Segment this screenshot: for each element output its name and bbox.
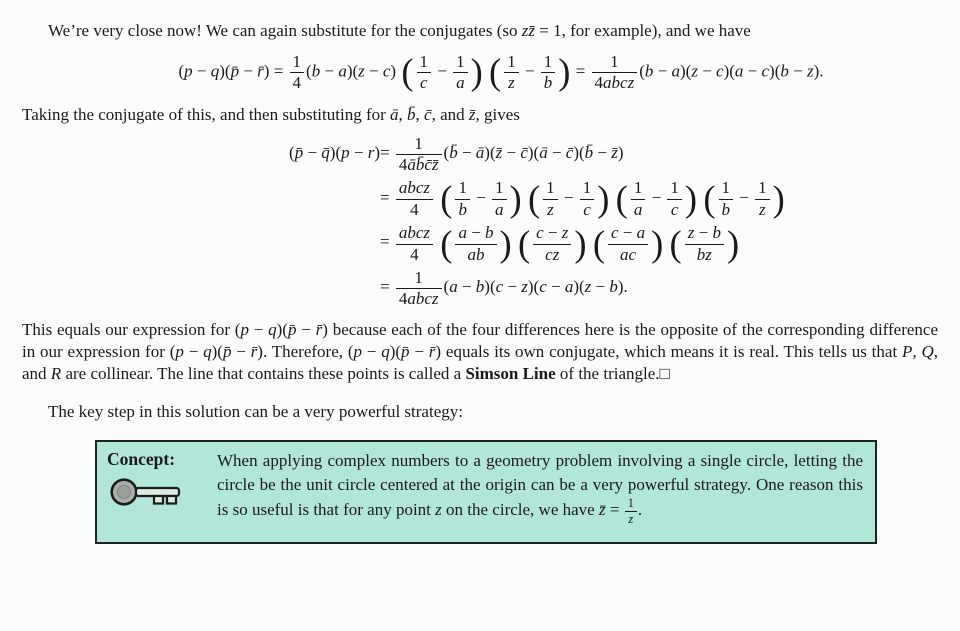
- concept-box: [95, 440, 877, 544]
- equation-row: [268, 134, 938, 175]
- conjugate-substitution-equation: (p − q)(p̄ − r̄) = $\frac{1}{4}$ (b − a)(z − c) ( $\frac{1}{c}$ − $\frac{1}{a}$ ) ( $\frac{1}{z}$ − $\frac{1}{b}$ ) = $\frac{1}{\text{4abcz}}$ (b − a)(z − c)(a − c)(b − z).: [178, 50, 824, 92]
- equation-rhs: = $\frac{1}{\text{4abcz}}$ (a − b)(c − z)(c − a)(z − b).: [380, 267, 628, 309]
- conclusion-paragraph: This equals our expression for (p − q)(p̄ − r̄) because each of the four differences here is the opposite of the corresponding difference in our expression for (p − q)(p̄ − r̄). Therefore, (p − q)(p̄ − r̄) equals its own conjugate, which means it is real. This tells us that P, Q, and R are collinear. The line that contains these points is called a Simson Line of the triangle.□: [22, 319, 939, 383]
- equation-rhs: = $\frac{\text{abcz}}{4}$ ( $\frac{a - b}{ab}$ ) ( $\frac{c - z}{cz}$ ) ( $\frac{c - a}{ac}$ ) ( $\frac{z - b}{bz}$ ): [380, 222, 740, 264]
- equation-lhs: (p̄ − q̄)(p − r): [289, 142, 380, 162]
- derivation-equation-block: [268, 134, 938, 309]
- intro-paragraph: We’re very close now! We can again substitute for the conjugates (so zz̄ = 1, for example), and we have: [48, 21, 751, 40]
- equation-row: [268, 223, 938, 264]
- key-step-paragraph: The key step in this solution can be a very powerful strategy:: [48, 401, 463, 421]
- concept-text: When applying complex numbers to a geometry problem involving a single circle, letting the circle be the unit circle centered at the origin can be a very powerful strategy. One reason this is so useful is that for any point z on the circle, we have z̄ = $\frac{1}{z}$ .: [217, 451, 863, 527]
- key-icon: [109, 475, 217, 516]
- equation-row: [268, 178, 938, 219]
- equation-rhs: = $\frac{\text{abcz}}{4}$ ( $\frac{1}{b}$ − $\frac{1}{a}$ ) ( $\frac{1}{z}$ − $\frac{1}{c}$ ) ( $\frac{1}{a}$ − $\frac{1}{c}$ ) ( $\frac{1}{b}$ − $\frac{1}{z}$ ): [380, 177, 785, 219]
- concept-label-column: [107, 449, 217, 532]
- equation-rhs: = $\frac{1}{4āb̄c̄z̄}$ (b̄ − ā)(z̄ − c̄)(ā − c̄)(b̄ − z̄): [380, 133, 624, 175]
- conjugate-intro-paragraph: Taking the conjugate of this, and then substituting for ā, b̄, c̄, and z̄, gives: [22, 105, 520, 125]
- concept-label: Concept:: [107, 449, 176, 470]
- equation-row: [268, 268, 938, 309]
